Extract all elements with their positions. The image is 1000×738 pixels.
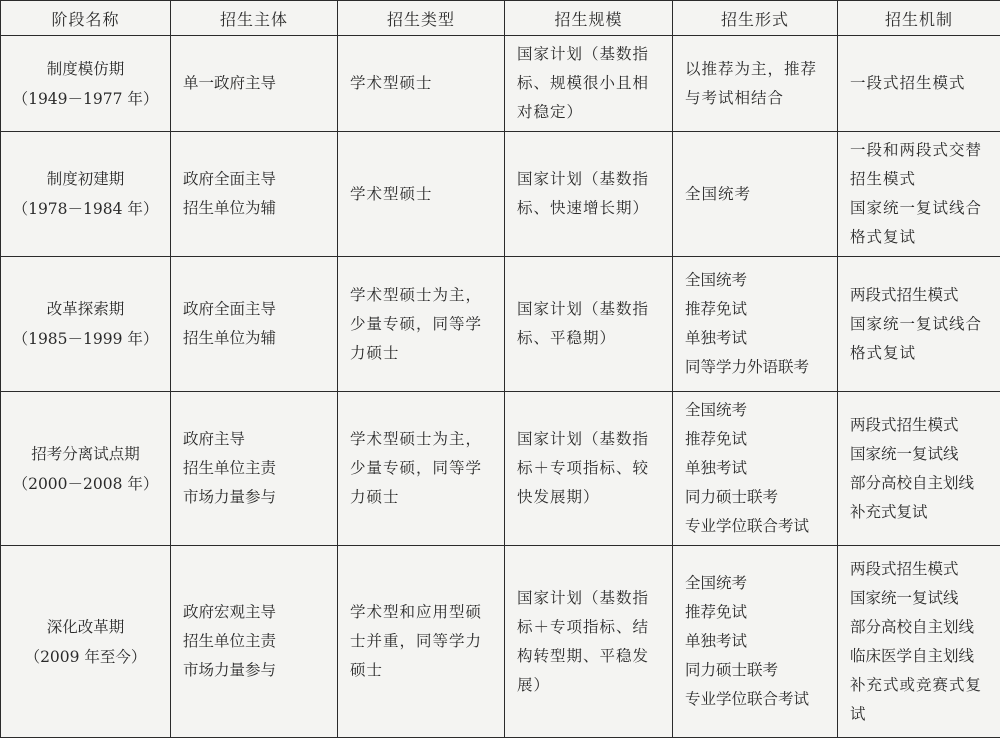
- mechanism-line: 一段式招生模式: [850, 69, 992, 98]
- header-row: [1, 1, 1000, 36]
- scale-cell: [505, 36, 673, 132]
- subject-line: 市场力量参与: [183, 656, 329, 685]
- type-cell: [338, 36, 505, 132]
- table-row: [1, 392, 1000, 546]
- header-form: 招生形式: [673, 1, 838, 36]
- stage-name: 制度模仿期: [5, 54, 166, 84]
- form-cell: [673, 36, 838, 132]
- mechanism-line: 国家统一复试线合格式复试: [850, 310, 992, 368]
- scale-text: 国家计划（基数指标＋专项指标、较快发展期）: [517, 425, 664, 512]
- form-line: 推荐免试: [685, 598, 829, 627]
- form-line: 全国统考: [685, 266, 829, 295]
- stage-years: （2009 年至今）: [5, 642, 166, 672]
- mechanism-cell: [838, 392, 1000, 546]
- stage-name: 改革探索期: [5, 294, 166, 324]
- form-line: 单独考试: [685, 454, 829, 483]
- mechanism-line: 两段式招生模式: [850, 281, 992, 310]
- type-cell: [338, 132, 505, 257]
- header-subject: 招生主体: [171, 1, 338, 36]
- type-text: 学术型硕士为主，少量专硕，同等学力硕士: [350, 425, 496, 512]
- form-line: 单独考试: [685, 627, 829, 656]
- subject-line: 招生单位为辅: [183, 324, 329, 353]
- mechanism-line: 临床医学自主划线: [850, 642, 992, 671]
- header-stage: 阶段名称: [1, 1, 171, 36]
- subject-cell: [171, 392, 338, 546]
- mechanism-line: 补充式复试: [850, 498, 992, 527]
- form-text: 以推荐为主，推荐与考试相结合: [685, 55, 829, 113]
- subject-line: 政府主导: [183, 425, 329, 454]
- type-text: 学术型硕士: [350, 69, 496, 98]
- header-scale: 招生规模: [505, 1, 673, 36]
- type-cell: [338, 392, 505, 546]
- form-line: 专业学位联合考试: [685, 685, 829, 714]
- stage-cell: [1, 257, 171, 392]
- subject-line: 单一政府主导: [183, 69, 329, 98]
- subject-line: 市场力量参与: [183, 483, 329, 512]
- form-line: 单独考试: [685, 324, 829, 353]
- mechanism-line: 国家统一复试线: [850, 584, 992, 613]
- type-text: 学术型硕士为主，少量专硕，同等学力硕士: [350, 281, 496, 368]
- form-cell: [673, 257, 838, 392]
- header-mechanism: 招生机制: [838, 1, 1000, 36]
- mechanism-line: 国家统一复试线: [850, 440, 992, 469]
- stage-years: （1985－1999 年）: [5, 324, 166, 354]
- mechanism-line: 补充式或竞赛式复试: [850, 671, 992, 729]
- stage-cell: [1, 36, 171, 132]
- form-cell: [673, 392, 838, 546]
- form-line: 全国统考: [685, 396, 829, 425]
- form-line: 推荐免试: [685, 425, 829, 454]
- table-row: [1, 257, 1000, 392]
- subject-cell: [171, 132, 338, 257]
- form-cell: [673, 546, 838, 738]
- type-cell: [338, 546, 505, 738]
- scale-cell: [505, 257, 673, 392]
- stage-years: （2000－2008 年）: [5, 469, 166, 499]
- type-cell: [338, 257, 505, 392]
- mechanism-cell: [838, 257, 1000, 392]
- mechanism-line: 部分高校自主划线: [850, 613, 992, 642]
- stage-name: 招考分离试点期: [5, 439, 166, 469]
- stage-cell: [1, 132, 171, 257]
- scale-cell: [505, 392, 673, 546]
- header-type: 招生类型: [338, 1, 505, 36]
- table-body: [1, 36, 1000, 738]
- form-line: 全国统考: [685, 569, 829, 598]
- table-header: [1, 1, 1000, 36]
- mechanism-line: 部分高校自主划线: [850, 469, 992, 498]
- stage-name: 深化改革期: [5, 612, 166, 642]
- subject-line: 政府全面主导: [183, 165, 329, 194]
- subject-cell: [171, 36, 338, 132]
- mechanism-line: 两段式招生模式: [850, 411, 992, 440]
- type-text: 学术型和应用型硕士并重，同等学力硕士: [350, 598, 496, 685]
- form-line: 专业学位联合考试: [685, 512, 829, 541]
- form-line: 推荐免试: [685, 295, 829, 324]
- scale-cell: [505, 546, 673, 738]
- mechanism-line: 国家统一复试线合格式复试: [850, 194, 992, 252]
- subject-line: 招生单位为辅: [183, 194, 329, 223]
- stage-cell: [1, 546, 171, 738]
- form-line: 同力硕士联考: [685, 656, 829, 685]
- subject-line: 招生单位主责: [183, 454, 329, 483]
- mechanism-cell: [838, 36, 1000, 132]
- table-row: [1, 36, 1000, 132]
- scale-cell: [505, 132, 673, 257]
- table-row: [1, 546, 1000, 738]
- scale-text: 国家计划（基数指标、快速增长期）: [517, 165, 664, 223]
- stage-cell: [1, 392, 171, 546]
- form-cell: [673, 132, 838, 257]
- mechanism-cell: [838, 546, 1000, 738]
- stage-name: 制度初建期: [5, 164, 166, 194]
- stage-years: （1978－1984 年）: [5, 194, 166, 224]
- table-row: [1, 132, 1000, 257]
- scale-text: 国家计划（基数指标、平稳期）: [517, 295, 664, 353]
- stage-years: （1949－1977 年）: [5, 84, 166, 114]
- scale-text: 国家计划（基数指标、规模很小且相对稳定）: [517, 40, 664, 127]
- subject-line: 政府宏观主导: [183, 598, 329, 627]
- subject-line: 政府全面主导: [183, 295, 329, 324]
- type-text: 学术型硕士: [350, 180, 496, 209]
- mechanism-cell: [838, 132, 1000, 257]
- mechanism-line: 一段和两段式交替招生模式: [850, 136, 992, 194]
- subject-line: 招生单位主责: [183, 627, 329, 656]
- scale-text: 国家计划（基数指标＋专项指标、结构转型期、平稳发展）: [517, 584, 664, 700]
- form-line: 同力硕士联考: [685, 483, 829, 512]
- form-text: 全国统考: [685, 180, 829, 209]
- subject-cell: [171, 257, 338, 392]
- subject-cell: [171, 546, 338, 738]
- form-line: 同等学力外语联考: [685, 353, 829, 382]
- mechanism-line: 两段式招生模式: [850, 555, 992, 584]
